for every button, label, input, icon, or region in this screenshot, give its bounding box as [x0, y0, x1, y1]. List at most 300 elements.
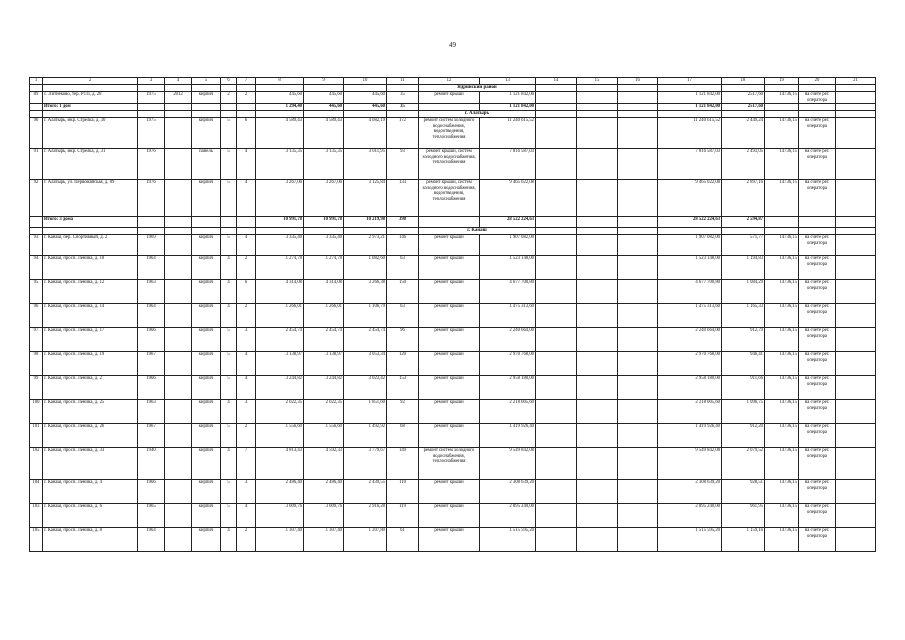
entrances: 7	[237, 447, 256, 479]
empty-cell	[836, 399, 876, 423]
empty-cell	[30, 227, 43, 234]
work-type: ремонт крыши	[419, 303, 480, 327]
empty-cell	[536, 255, 577, 279]
fund-amount: 11 240 615,52	[658, 117, 722, 148]
total-area: 3 335,40	[256, 234, 304, 255]
cost-limit: 14736,15	[765, 375, 799, 399]
entrances: 6	[237, 279, 256, 303]
residents: 150	[387, 279, 419, 303]
repair-cost: 1 475 313,60	[480, 303, 536, 327]
empty-cell	[536, 234, 577, 255]
section-header-row	[30, 85, 876, 92]
living-area: 3 335,40	[304, 234, 344, 255]
year-built: 1976	[138, 148, 165, 179]
house-address: г. Алатырь, ул. Первомайская, д. 89	[43, 179, 138, 216]
total-area: 1 307,40	[256, 527, 304, 551]
floors: 5	[221, 423, 237, 447]
year-built: 1967	[138, 423, 165, 447]
cost-per-m2: 1 165,33	[722, 303, 765, 327]
empty-cell	[765, 216, 799, 227]
residential-area: 2 916,28	[344, 503, 387, 527]
year-last-repair	[165, 503, 192, 527]
year-last-repair	[165, 399, 192, 423]
cost-limit: 14736,15	[765, 148, 799, 179]
wall-material: кирпич	[192, 503, 221, 527]
funding-source: на счете рег. оператора	[799, 179, 836, 216]
row-number: 103	[30, 503, 43, 527]
total-area: 3 009,76	[256, 503, 304, 527]
living-area: 445,60	[304, 92, 344, 104]
empty-cell	[387, 85, 419, 92]
empty-cell	[43, 85, 138, 92]
empty-cell	[344, 85, 387, 92]
table-row	[30, 148, 876, 179]
housing-register-table	[29, 77, 876, 552]
empty-cell	[30, 85, 43, 92]
funding-source: на счете рег. оператора	[799, 234, 836, 255]
empty-cell	[165, 85, 192, 92]
empty-cell	[618, 110, 658, 117]
floors: 5	[221, 234, 237, 255]
empty-cell	[658, 85, 722, 92]
fund-amount: 2 895 240,00	[658, 503, 722, 527]
living-area: 1 266,01	[304, 303, 344, 327]
cost-limit: 14736,15	[765, 327, 799, 351]
empty-cell	[221, 110, 237, 117]
empty-cell	[165, 104, 192, 111]
col-number: 7	[237, 78, 256, 85]
repair-cost: 7 816 587,03	[480, 148, 536, 179]
empty-cell	[836, 303, 876, 327]
row-number: 92	[30, 179, 43, 216]
funding-source: на счете рег. оператора	[799, 279, 836, 303]
empty-cell	[536, 303, 577, 327]
year-last-repair	[165, 255, 192, 279]
year-last-repair	[165, 375, 192, 399]
year-built: 1966	[138, 479, 165, 503]
empty-cell	[536, 375, 577, 399]
empty-cell	[536, 503, 577, 527]
empty-cell	[192, 104, 221, 111]
entrances: 4	[237, 351, 256, 375]
wall-material: кирпич	[192, 279, 221, 303]
house-address: г. Канаш, просп. Ленина, д. 6	[43, 503, 138, 527]
col-number: 13	[480, 78, 536, 85]
living-area: 1 556,60	[304, 423, 344, 447]
house-address: г. Канаш, просп. Ленина, д. 12	[43, 279, 138, 303]
empty-cell	[536, 227, 577, 234]
work-type: ремонт крыши	[419, 255, 480, 279]
empty-cell	[618, 375, 658, 399]
total-area: 2 022,35	[256, 399, 304, 423]
row-number: 95	[30, 279, 43, 303]
empty-cell	[618, 303, 658, 327]
row-number: 96	[30, 303, 43, 327]
fund-amount: 2 958 180,00	[658, 375, 722, 399]
cost-limit: 14736,15	[765, 503, 799, 527]
total-area: 1 266,01	[256, 303, 304, 327]
wall-material: кирпич	[192, 234, 221, 255]
empty-cell	[536, 279, 577, 303]
empty-cell	[577, 216, 618, 227]
residential-area: 3 011,95	[344, 148, 387, 179]
wall-material: кирпич	[192, 303, 221, 327]
empty-cell	[577, 148, 618, 179]
living-area: 1 307,40	[304, 527, 344, 551]
empty-cell	[618, 447, 658, 479]
empty-cell	[43, 110, 138, 117]
cost-per-m2: 1 096,75	[722, 399, 765, 423]
house-address: г. Канаш, просп. Ленина, д. 26	[43, 423, 138, 447]
total-cost: 28 522 224,63	[480, 216, 536, 227]
year-built: 1969	[138, 234, 165, 255]
empty-cell	[577, 227, 618, 234]
empty-cell	[836, 234, 876, 255]
empty-cell	[304, 110, 344, 117]
empty-cell	[138, 85, 165, 92]
entrances: 2	[237, 255, 256, 279]
col-number: 11	[387, 78, 419, 85]
repair-cost: 2 958 180,00	[480, 375, 536, 399]
fund-amount: 7 816 587,03	[658, 148, 722, 179]
row-number: 93	[30, 234, 43, 255]
floors: 5	[221, 351, 237, 375]
cost-per-m2: 571,77	[722, 234, 765, 255]
floors: 4	[221, 279, 237, 303]
row-number: 90	[30, 117, 43, 148]
work-type: ремонт крыши	[419, 279, 480, 303]
residential-area: 3 266,38	[344, 279, 387, 303]
empty-cell	[577, 255, 618, 279]
work-type	[419, 216, 480, 227]
total-area: 2 454,74	[256, 327, 304, 351]
fund-amount: 1 419 926,40	[658, 423, 722, 447]
empty-cell	[618, 148, 658, 179]
repair-cost: 2 895 240,00	[480, 503, 536, 527]
floors: 5	[221, 179, 237, 216]
row-number: 100	[30, 399, 43, 423]
empty-cell	[536, 423, 577, 447]
table-row	[30, 503, 876, 527]
cost-limit: 14736,15	[765, 255, 799, 279]
residents: 153	[387, 375, 419, 399]
total-area: 1 294,40	[256, 104, 304, 111]
empty-cell	[256, 85, 304, 92]
cost-limit: 14736,15	[765, 279, 799, 303]
living-area: 4 592,33	[304, 447, 344, 479]
work-type: ремонт крыши	[419, 375, 480, 399]
empty-cell	[658, 110, 722, 117]
cost-per-m2: 1 084,29	[722, 279, 765, 303]
col-number: 5	[192, 78, 221, 85]
cost-per-m2: 928,51	[722, 479, 765, 503]
empty-cell	[722, 227, 765, 234]
empty-cell	[765, 85, 799, 92]
cost-limit: 14736,15	[765, 234, 799, 255]
empty-cell	[618, 423, 658, 447]
living-area: 2 454,74	[304, 327, 344, 351]
col-number: 10	[344, 78, 387, 85]
work-type: ремонт крыши, систем холодного водоснабжения, теплоснабжения	[419, 148, 480, 179]
wall-material: кирпич	[192, 375, 221, 399]
floors: 5	[221, 327, 237, 351]
empty-cell	[577, 110, 618, 117]
cost-per-m2: 2 897,16	[722, 179, 765, 216]
house-address: с. Литнеково, тер. РТП, д. 28	[43, 92, 138, 104]
repair-cost: 2 240 664,00	[480, 327, 536, 351]
work-type: ремонт крыши	[419, 327, 480, 351]
residential-area: 445,60	[344, 92, 387, 104]
wall-material: кирпич	[192, 399, 221, 423]
residential-area: 3 053,34	[344, 351, 387, 375]
cost-per-m2: 2 493,05	[722, 148, 765, 179]
residential-area: 2 973,21	[344, 234, 387, 255]
wall-material: кирпич	[192, 423, 221, 447]
empty-cell	[618, 92, 658, 104]
row-number	[30, 104, 43, 111]
empty-cell	[836, 216, 876, 227]
floors: 4	[221, 399, 237, 423]
total-area: 1 274,78	[256, 255, 304, 279]
empty-cell	[618, 216, 658, 227]
fund-amount: 1 475 313,60	[658, 303, 722, 327]
entrances: 4	[237, 503, 256, 527]
fund-amount: 1 121 842,00	[658, 92, 722, 104]
table-row	[30, 399, 876, 423]
cost-per-m2: 911,66	[722, 375, 765, 399]
empty-cell	[577, 423, 618, 447]
empty-cell	[536, 399, 577, 423]
work-type: ремонт систем холодного водоснабжения, теплоснабжения	[419, 447, 480, 479]
year-last-repair	[165, 117, 192, 148]
residential-area: 2 439,55	[344, 479, 387, 503]
year-last-repair	[165, 279, 192, 303]
empty-cell	[618, 479, 658, 503]
wall-material: кирпич	[192, 327, 221, 351]
cost-per-m2: 912,79	[722, 327, 765, 351]
year-built: 1963	[138, 279, 165, 303]
empty-cell	[836, 104, 876, 111]
table-row	[30, 234, 876, 255]
empty-cell	[618, 351, 658, 375]
table-row	[30, 117, 876, 148]
col-number: 2	[43, 78, 138, 85]
empty-cell	[536, 216, 577, 227]
funding-source: на счете рег. оператора	[799, 255, 836, 279]
empty-cell	[577, 279, 618, 303]
total-label: Итого: 3 дома	[43, 216, 138, 227]
wall-material: кирпич	[192, 351, 221, 375]
work-type: ремонт крыши	[419, 234, 480, 255]
empty-cell	[618, 104, 658, 111]
empty-cell	[192, 216, 221, 227]
house-address: г. Канаш, просп. Ленина, д. 17	[43, 327, 138, 351]
entrances: 6	[237, 117, 256, 148]
residential-area: 2 454,74	[344, 327, 387, 351]
residential-area: 1 207,80	[344, 527, 387, 551]
residents: 110	[387, 479, 419, 503]
entrances: 2	[237, 423, 256, 447]
empty-cell	[618, 327, 658, 351]
total-row	[30, 216, 876, 227]
residents: 63	[387, 255, 419, 279]
empty-cell	[221, 216, 237, 227]
empty-cell	[536, 148, 577, 179]
empty-cell	[577, 479, 618, 503]
empty-cell	[237, 104, 256, 111]
fund-amount: 1 907 082,00	[658, 234, 722, 255]
entrances: 2	[237, 527, 256, 551]
cost-per-m2: 2 079,52	[722, 447, 765, 479]
col-number: 21	[836, 78, 876, 85]
empty-cell	[536, 104, 577, 111]
table-row	[30, 423, 876, 447]
living-area: 1 274,78	[304, 255, 344, 279]
year-last-repair	[165, 423, 192, 447]
funding-source: на счете рег. оператора	[799, 375, 836, 399]
empty-cell	[344, 110, 387, 117]
cost-limit: 14736,15	[765, 117, 799, 148]
residents: 61	[387, 527, 419, 551]
funding-source: на счете рег. оператора	[799, 351, 836, 375]
year-built: 1967	[138, 351, 165, 375]
house-address: г. Канаш, просп. Ленина, д. 4	[43, 479, 138, 503]
empty-cell	[138, 227, 165, 234]
residential-area: 1 851,60	[344, 399, 387, 423]
cost-per-m2: 912,20	[722, 423, 765, 447]
wall-material: панель	[192, 148, 221, 179]
work-type	[419, 104, 480, 111]
empty-cell	[836, 351, 876, 375]
cost-per-m2: 1 159,16	[722, 527, 765, 551]
residents: 149	[387, 447, 419, 479]
entrances: 2	[237, 303, 256, 327]
empty-cell	[192, 227, 221, 234]
funding-source: на счете рег. оператора	[799, 92, 836, 104]
fund-amount: 1 515 595,20	[658, 527, 722, 551]
residential-area: 3 125,84	[344, 179, 387, 216]
entrances: 3	[237, 327, 256, 351]
empty-cell	[536, 479, 577, 503]
col-number: 18	[722, 78, 765, 85]
floors: 5	[221, 148, 237, 179]
year-last-repair	[165, 179, 192, 216]
table-row	[30, 479, 876, 503]
empty-cell	[765, 104, 799, 111]
row-number: 105	[30, 527, 43, 551]
cost-limit: 14736,15	[765, 479, 799, 503]
section-header-row	[30, 110, 876, 117]
empty-cell	[836, 117, 876, 148]
cost-per-m2: 961,95	[722, 503, 765, 527]
wall-material: кирпич	[192, 179, 221, 216]
entrances: 3	[237, 399, 256, 423]
funding-source: на счете рег. оператора	[799, 399, 836, 423]
repair-cost: 11 240 615,52	[480, 117, 536, 148]
total-area: 4 589,43	[256, 117, 304, 148]
total-area: 3 135,35	[256, 148, 304, 179]
column-number-row	[30, 78, 876, 85]
work-type: ремонт крыши	[419, 527, 480, 551]
empty-cell	[304, 85, 344, 92]
col-number: 4	[165, 78, 192, 85]
empty-cell	[618, 503, 658, 527]
repair-cost: 1 523 148,00	[480, 255, 536, 279]
empty-cell	[799, 110, 836, 117]
repair-cost: 9 549 842,08	[480, 447, 536, 479]
row-number: 102	[30, 447, 43, 479]
wall-material: кирпич	[192, 527, 221, 551]
empty-cell	[799, 227, 836, 234]
wall-material: кирпич	[192, 92, 221, 104]
empty-cell	[618, 234, 658, 255]
total-area: 3 138,97	[256, 351, 304, 375]
empty-cell	[192, 85, 221, 92]
empty-cell	[836, 279, 876, 303]
house-address: г. Канаш, просп. Ленина, д. 14	[43, 303, 138, 327]
total-residential-area: 10 219,98	[344, 216, 387, 227]
floors: 4	[221, 527, 237, 551]
empty-cell	[536, 527, 577, 551]
funding-source: на счете рег. оператора	[799, 447, 836, 479]
house-address: г. Канаш, просп. Ленина, д. 10	[43, 255, 138, 279]
empty-cell	[577, 375, 618, 399]
work-type: ремонт крыши, систем холодного водоснабжения, водоотведения, теплоснабжения	[419, 179, 480, 216]
entrances: 4	[237, 179, 256, 216]
year-built: 1964	[138, 527, 165, 551]
empty-cell	[618, 399, 658, 423]
empty-cell	[165, 216, 192, 227]
year-last-repair	[165, 327, 192, 351]
residents: 133	[387, 179, 419, 216]
empty-cell	[618, 117, 658, 148]
col-number: 9	[304, 78, 344, 85]
floors: 5	[221, 503, 237, 527]
repair-cost: 1 907 082,00	[480, 234, 536, 255]
col-number: 1	[30, 78, 43, 85]
empty-cell	[237, 227, 256, 234]
total-fund: 28 522 224,63	[658, 216, 722, 227]
row-number: 98	[30, 351, 43, 375]
residential-area: 3 023,42	[344, 375, 387, 399]
empty-cell	[577, 527, 618, 551]
empty-cell	[836, 92, 876, 104]
col-number: 17	[658, 78, 722, 85]
empty-cell	[536, 85, 577, 92]
wall-material: кирпич	[192, 447, 221, 479]
empty-cell	[237, 110, 256, 117]
year-last-repair: 2012	[165, 92, 192, 104]
repair-cost: 1 515 595,20	[480, 527, 536, 551]
year-built: 1964	[138, 303, 165, 327]
funding-source: на счете рег. оператора	[799, 303, 836, 327]
repair-cost: 2 218 005,60	[480, 399, 536, 423]
work-type: ремонт крыши	[419, 92, 480, 104]
cost-limit: 14736,15	[765, 92, 799, 104]
table-row	[30, 179, 876, 216]
total-area: 2 486,40	[256, 479, 304, 503]
empty-cell	[577, 447, 618, 479]
repair-cost: 4 677 700,80	[480, 279, 536, 303]
residents: 119	[387, 503, 419, 527]
work-type: ремонт крыши	[419, 479, 480, 503]
residents: 172	[387, 117, 419, 148]
cost-per-m2: 1 194,83	[722, 255, 765, 279]
living-area: 3 009,76	[304, 503, 344, 527]
house-address: г. Канаш, просп. Ленина, д. 8	[43, 527, 138, 551]
cost-per-m2: 946,41	[722, 351, 765, 375]
empty-cell	[577, 234, 618, 255]
